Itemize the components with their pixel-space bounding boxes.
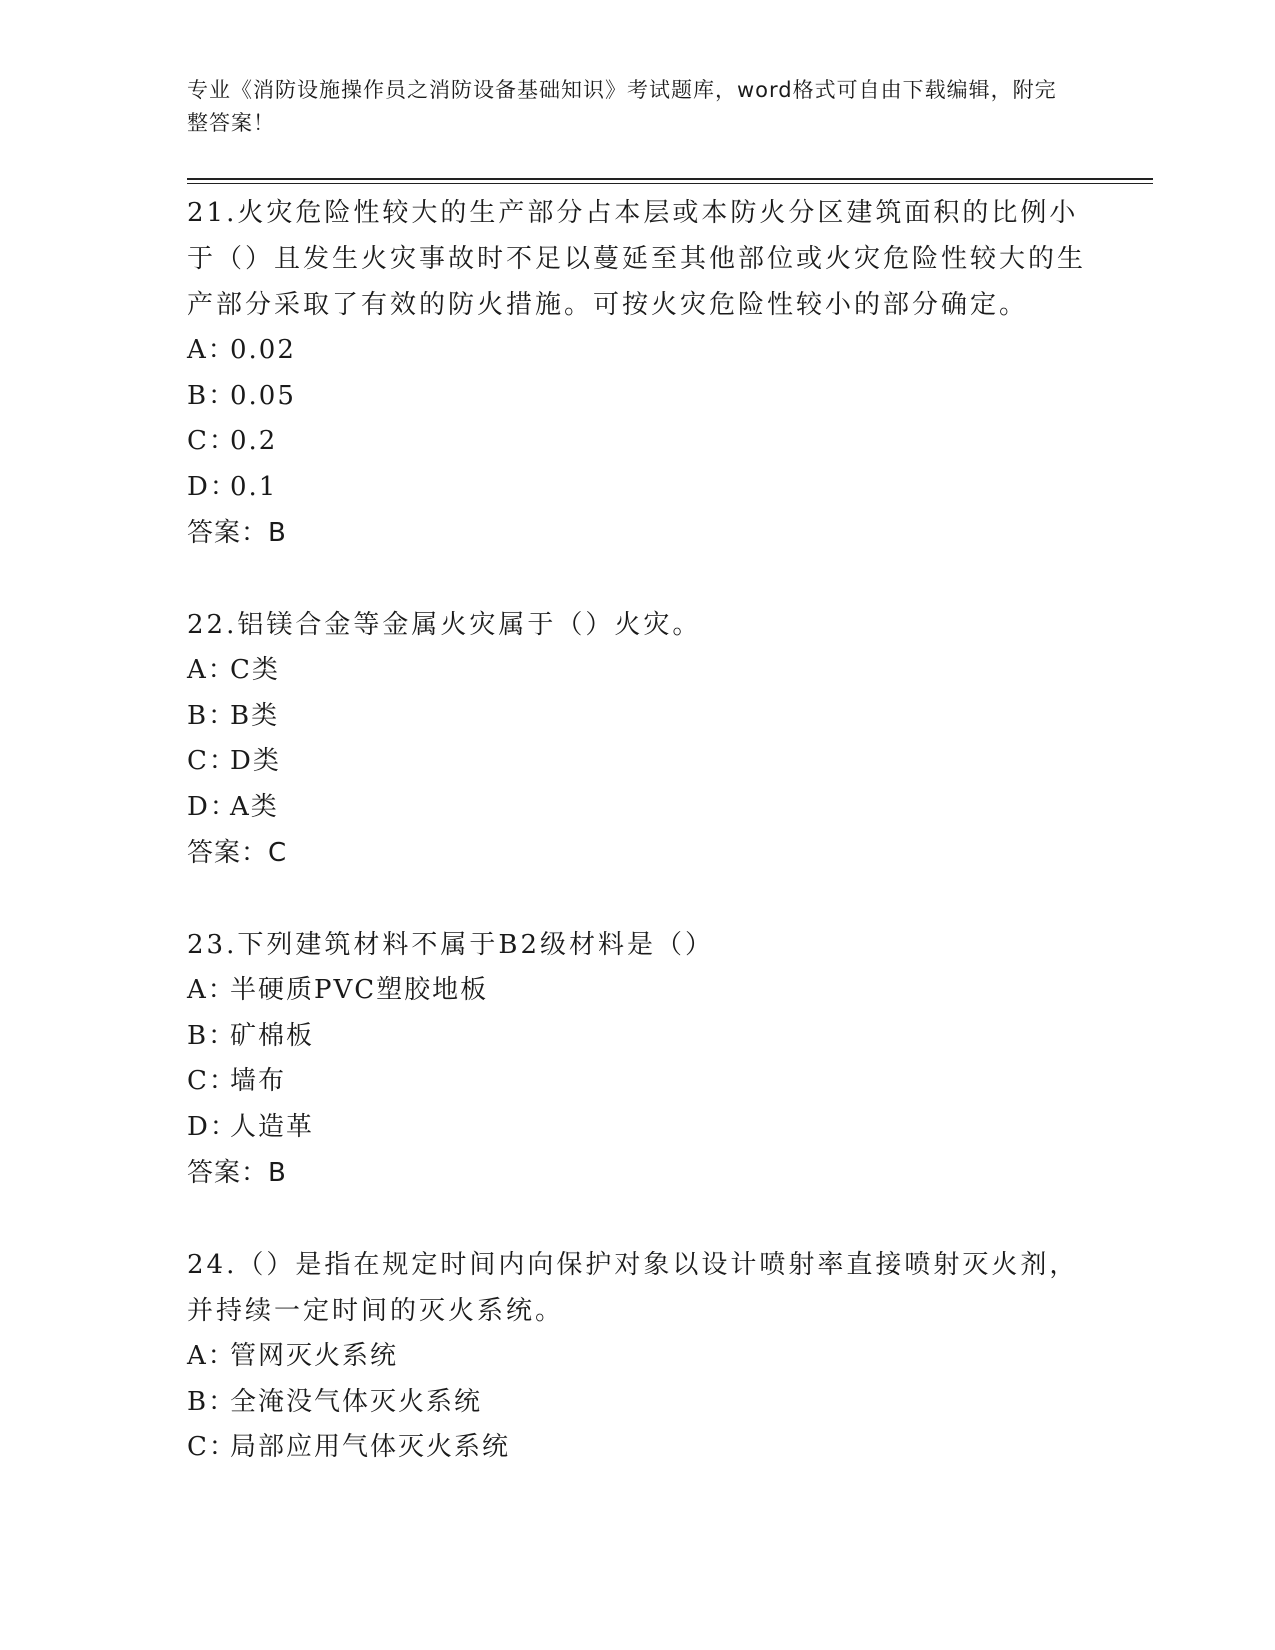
option-letter: D：	[187, 1111, 238, 1142]
option-text: D类	[230, 746, 281, 776]
option-letter: B：	[187, 1386, 237, 1417]
option-text: 半硬质PVC塑胶地板	[230, 975, 489, 1005]
question-22	[187, 602, 1087, 876]
answer-line: 答案：B	[187, 1158, 287, 1188]
question-stem: 24.（）是指在规定时间内向保护对象以设计喷射率直接喷射灭火剂，并持续一定时间的灭火系统。	[187, 1250, 1079, 1326]
option-a	[187, 968, 1087, 1014]
option-c	[187, 1425, 1087, 1471]
option-b	[187, 694, 1087, 740]
option-c	[187, 1059, 1087, 1105]
option-letter: A：	[187, 975, 236, 1005]
option-b	[187, 374, 1087, 420]
option-text: 矿棉板	[230, 1020, 315, 1051]
option-text: 局部应用气体灭火系统	[230, 1432, 511, 1462]
option-text: 墙布	[230, 1066, 287, 1096]
option-text: B类	[230, 700, 280, 731]
question-stem: 21.火灾危险性较大的生产部分占本层或本防火分区建筑面积的比例小于（）且发生火灾事故时不足以蔓延至其他部位或火灾危险性较大的生产部分采取了有效的防火措施。可按火灾危险性较小的部分确定。	[187, 198, 1087, 320]
option-letter: B：	[187, 1020, 237, 1051]
option-text: 0.02	[230, 335, 296, 365]
option-c	[187, 419, 1087, 465]
option-text: 0.1	[230, 471, 278, 502]
option-letter: C：	[187, 1432, 237, 1462]
option-b	[187, 1380, 1087, 1426]
option-text: 全淹没气体灭火系统	[230, 1386, 483, 1417]
question-stem: 23.下列建筑材料不属于B2级材料是（）	[187, 930, 714, 960]
option-a	[187, 1334, 1087, 1380]
option-b	[187, 1014, 1087, 1060]
question-stem: 22.铝镁合金等金属火灾属于（）火灾。	[187, 610, 702, 640]
option-d	[187, 1105, 1087, 1151]
answer-line: 答案：B	[187, 518, 287, 548]
header-divider	[187, 178, 1153, 184]
option-c	[187, 739, 1087, 785]
option-letter: B：	[187, 700, 237, 731]
option-letter: C：	[187, 1066, 237, 1096]
option-d	[187, 465, 1087, 511]
option-letter: A：	[187, 655, 236, 685]
option-letter: A：	[187, 335, 236, 365]
option-a	[187, 648, 1087, 694]
option-text: 管网灭火系统	[230, 1341, 399, 1371]
option-letter: D：	[187, 471, 238, 502]
option-letter: A：	[187, 1341, 236, 1371]
option-d	[187, 785, 1087, 831]
option-a	[187, 328, 1087, 374]
option-text: 人造革	[230, 1111, 315, 1142]
option-text: 0.05	[230, 380, 296, 411]
question-23	[187, 922, 1087, 1196]
option-letter: C：	[187, 746, 237, 776]
document-intro: 专业《消防设施操作员之消防设备基础知识》考试题库，word格式可自由下载编辑，附完整答案！	[187, 78, 1057, 135]
option-letter: C：	[187, 426, 237, 456]
option-text: C类	[230, 655, 280, 685]
question-24	[187, 1242, 1087, 1471]
option-letter: B：	[187, 380, 237, 411]
option-text: A类	[230, 791, 279, 822]
answer-line: 答案：C	[187, 838, 288, 868]
option-letter: D：	[187, 791, 238, 822]
question-list	[187, 190, 1087, 1471]
question-21	[187, 190, 1087, 556]
option-text: 0.2	[230, 426, 278, 456]
